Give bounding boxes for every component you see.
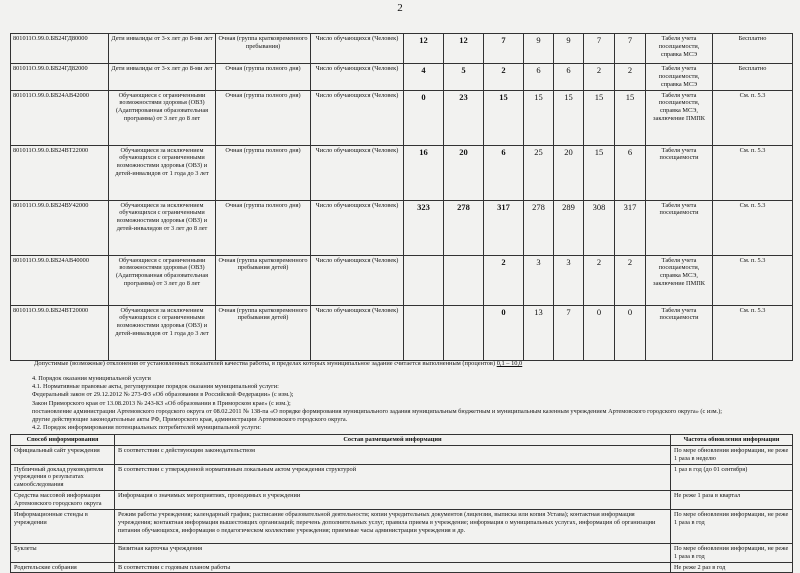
cell-v1 [404, 255, 444, 305]
cell-mode: Очная (группа полного дня) [216, 90, 311, 145]
cell-doc: Табеля учета посещаемости [646, 305, 713, 360]
cell-v7: 15 [615, 90, 646, 145]
cell-v5: 7 [554, 305, 584, 360]
info-freq: По мере обновления информации, не реже 1 раза в год [671, 509, 793, 543]
cell-v5: 20 [554, 145, 584, 200]
cell-v1 [404, 305, 444, 360]
cell-v4: 13 [524, 305, 554, 360]
info-row [11, 491, 793, 510]
info-freq: По мере обновления информации, не реже 1 раза в год [671, 543, 793, 562]
cell-indicator: Число обучающихся (Человек) [311, 64, 404, 91]
info-method: Средства массовой информации Артемовского городского округа [11, 491, 115, 510]
info-freq: По мере обновления информации, не реже 1 раза в неделю [671, 445, 793, 464]
info-content: Режим работы учреждения; календарный график; расписание образовательной деятельности; копии учредительных документов (лицензия, выписка или копия Устава); контактная информация учреждения; контактная информация вышестоящих организаций; перечень дополнительных услуг, правила приема в учреждение; информация о муниципальных услугах, информация об организации питания обучающихся, информация о педагогическом коллективе учреждения; приемные часы администрации учреждения и др. [115, 509, 671, 543]
info-row [11, 562, 793, 573]
section-line: 4.1. Нормативные правовые акты, регулирующие порядок оказания муниципальной услуги: [32, 383, 279, 391]
cell-fee: См. п. 5.3 [713, 305, 793, 360]
cell-v4: 9 [524, 34, 554, 64]
cell-v2: 20 [444, 145, 484, 200]
cell-v1: 12 [404, 34, 444, 64]
section-line: 4.2. Порядок информирования потенциальных потребителей муниципальной услуги: [32, 424, 262, 432]
info-content: В соответствии с утвержденной нормативным локальным актом учреждения структурой [115, 464, 671, 491]
cell-category: Дети инвалиды от 3-х лет до 8-ми лет [109, 34, 216, 64]
cell-doc: Табеля учета посещаемости [646, 200, 713, 255]
deviation-text: Допустимые (возможные) отклонения от установленных показателей качества работы, в пределах которых муниципальное задание считается выполненным (процентов) [34, 360, 496, 367]
info-freq: Не реже 1 раза в квартал [671, 491, 793, 510]
cell-v6: 0 [584, 305, 615, 360]
cell-v3: 7 [484, 34, 524, 64]
cell-v2: 23 [444, 90, 484, 145]
info-row [11, 509, 793, 543]
cell-doc: Табеля учета посещаемости [646, 145, 713, 200]
info-method: Официальный сайт учреждения [11, 445, 115, 464]
cell-category: Обучающиеся за исключением обучающихся с ограниченными возможностями здоровья (ОВЗ) и детей-инвалидов от 3 лет до 8 лет [109, 200, 216, 255]
cell-mode: Очная (группа полного дня) [216, 200, 311, 255]
section-line: 4. Порядок оказания муниципальной услуги [32, 375, 151, 382]
cell-v7: 0 [615, 305, 646, 360]
cell-category: Обучающиеся за исключением обучающихся с ограниченными возможностями здоровья (ОВЗ) и детей-инвалидов от 1 года до 3 лет [109, 145, 216, 200]
table-row [11, 90, 793, 145]
cell-v3: 15 [484, 90, 524, 145]
cell-mode: Очная (группа кратковременного пребывания детей) [216, 255, 311, 305]
info-content: В соответствии с годовым планом работы [115, 562, 671, 573]
cell-indicator: Число обучающихся (Человек) [311, 34, 404, 64]
cell-code: 801011О.99.0.БВ24ВУ42000 [11, 200, 109, 255]
section-4 [32, 375, 792, 432]
info-method: Публичный доклад руководителя учреждения о результатах самообследования [11, 464, 115, 491]
cell-v2 [444, 255, 484, 305]
cell-fee: См. п. 5.3 [713, 255, 793, 305]
cell-v1: 323 [404, 200, 444, 255]
cell-fee: См. п. 5.3 [713, 90, 793, 145]
cell-indicator: Число обучающихся (Человек) [311, 255, 404, 305]
section-line: другие действующие законодательные акты РФ, Приморского края, администрации Артемовского городского округа. [32, 415, 348, 423]
cell-fee: Бесплатно [713, 64, 793, 91]
cell-v6: 15 [584, 145, 615, 200]
cell-indicator: Число обучающихся (Человек) [311, 305, 404, 360]
header-method: Способ информирования [11, 435, 115, 446]
section-line: постановление администрации Артемовского городского округа от 08.02.2011 № 138-па «О порядке формирования муниципального задания муниципальным бюджетным и муниципальным казенным учреждением Артемовского городского округа» (с изм.); [32, 407, 723, 415]
info-method: Информационные стенды в учреждении [11, 509, 115, 543]
cell-doc: Табеля учета посещаемости, справка МСЭ, заключение ПМПК [646, 255, 713, 305]
cell-mode: Очная (группа полного дня) [216, 145, 311, 200]
cell-mode: Очная (группа кратковременного пребывания) [216, 34, 311, 64]
cell-mode: Очная (группа полного дня) [216, 64, 311, 91]
info-freq: 1 раз в год (до 01 сентября) [671, 464, 793, 491]
info-content: В соответствии с действующим законодательством [115, 445, 671, 464]
page-number: 2 [397, 2, 403, 14]
cell-code: 801011О.99.0.БВ24АВ42000 [11, 90, 109, 145]
cell-code: 801011О.99.0.БВ24ГД82000 [11, 64, 109, 91]
info-header-row [11, 435, 793, 446]
header-content: Состав размещаемой информации [115, 435, 671, 446]
cell-v6: 7 [584, 34, 615, 64]
table-row [11, 200, 793, 255]
table-row [11, 145, 793, 200]
cell-v7: 2 [615, 64, 646, 91]
section-line: Федеральный закон от 29.12.2012 № 273-ФЗ «Об образовании в Российской Федерации» (с изм.); [32, 391, 294, 399]
cell-fee: См. п. 5.3 [713, 145, 793, 200]
cell-code: 801011О.99.0.БВ24ВТ20000 [11, 305, 109, 360]
cell-v3: 2 [484, 64, 524, 91]
info-method: Родительские собрания [11, 562, 115, 573]
cell-v5: 289 [554, 200, 584, 255]
section-line: Закон Приморского края от 13.08.2013 № 243-КЗ «Об образовании в Приморском крае» (с изм.); [32, 399, 291, 407]
cell-v5: 9 [554, 34, 584, 64]
info-method: Буклеты [11, 543, 115, 562]
cell-v3: 6 [484, 145, 524, 200]
cell-category: Обучающиеся с ограниченными возможностями здоровья (ОВЗ) (Адаптированная образовательная программа) от 3 лет до 8 лет [109, 255, 216, 305]
cell-v2 [444, 305, 484, 360]
cell-v3: 317 [484, 200, 524, 255]
table-row [11, 305, 793, 360]
cell-code: 801011О.99.0.БВ24АВ40000 [11, 255, 109, 305]
cell-v4: 278 [524, 200, 554, 255]
cell-v4: 15 [524, 90, 554, 145]
cell-doc: Табеля учета посещаемости, справка МСЭ [646, 64, 713, 91]
info-content: Информация о значимых мероприятиях, проводимых в учреждении [115, 491, 671, 510]
cell-v7: 6 [615, 145, 646, 200]
cell-v6: 15 [584, 90, 615, 145]
info-row [11, 543, 793, 562]
cell-code: 801011О.99.0.БВ24ГД80000 [11, 34, 109, 64]
deviation-note [34, 360, 522, 367]
cell-fee: Бесплатно [713, 34, 793, 64]
information-table [10, 434, 793, 573]
cell-v3: 2 [484, 255, 524, 305]
cell-category: Дети инвалиды от 3-х лет до 8-ми лет [109, 64, 216, 91]
cell-v6: 2 [584, 64, 615, 91]
cell-v6: 2 [584, 255, 615, 305]
cell-v1: 4 [404, 64, 444, 91]
cell-v2: 12 [444, 34, 484, 64]
cell-doc: Табеля учета посещаемости, справка МСЭ [646, 34, 713, 64]
cell-v7: 317 [615, 200, 646, 255]
cell-category: Обучающиеся за исключением обучающихся с ограниченными возможностями здоровья (ОВЗ) и детей-инвалидов от 1 года до 3 лет [109, 305, 216, 360]
cell-v7: 7 [615, 34, 646, 64]
cell-category: Обучающиеся с ограниченными возможностями здоровья (ОВЗ) (Адаптированная образовательная программа) от 3 лет до 8 лет [109, 90, 216, 145]
cell-v2: 278 [444, 200, 484, 255]
cell-indicator: Число обучающихся (Человек) [311, 145, 404, 200]
cell-v1: 16 [404, 145, 444, 200]
cell-v4: 25 [524, 145, 554, 200]
info-row [11, 445, 793, 464]
cell-indicator: Число обучающихся (Человек) [311, 90, 404, 145]
cell-v3: 0 [484, 305, 524, 360]
deviation-value: 0,1 – 10,0 [496, 360, 523, 367]
cell-code: 801011О.99.0.БВ24ВТ22000 [11, 145, 109, 200]
cell-v6: 308 [584, 200, 615, 255]
cell-v4: 3 [524, 255, 554, 305]
cell-v5: 6 [554, 64, 584, 91]
header-frequency: Частота обновления информации [671, 435, 793, 446]
table-row [11, 64, 793, 91]
cell-doc: Табеля учета посещаемости, справка МСЭ, заключение ПМПК [646, 90, 713, 145]
table-row [11, 255, 793, 305]
cell-v5: 3 [554, 255, 584, 305]
indicators-table [10, 33, 793, 361]
info-content: Визитная карточка учреждения [115, 543, 671, 562]
cell-v1: 0 [404, 90, 444, 145]
cell-v2: 5 [444, 64, 484, 91]
cell-indicator: Число обучающихся (Человек) [311, 200, 404, 255]
cell-mode: Очная (группа кратковременного пребывания детей) [216, 305, 311, 360]
info-row [11, 464, 793, 491]
info-freq: Не реже 2 раз в год [671, 562, 793, 573]
cell-v5: 15 [554, 90, 584, 145]
cell-v4: 6 [524, 64, 554, 91]
table-row [11, 34, 793, 64]
cell-v7: 2 [615, 255, 646, 305]
cell-fee: См. п. 5.3 [713, 200, 793, 255]
